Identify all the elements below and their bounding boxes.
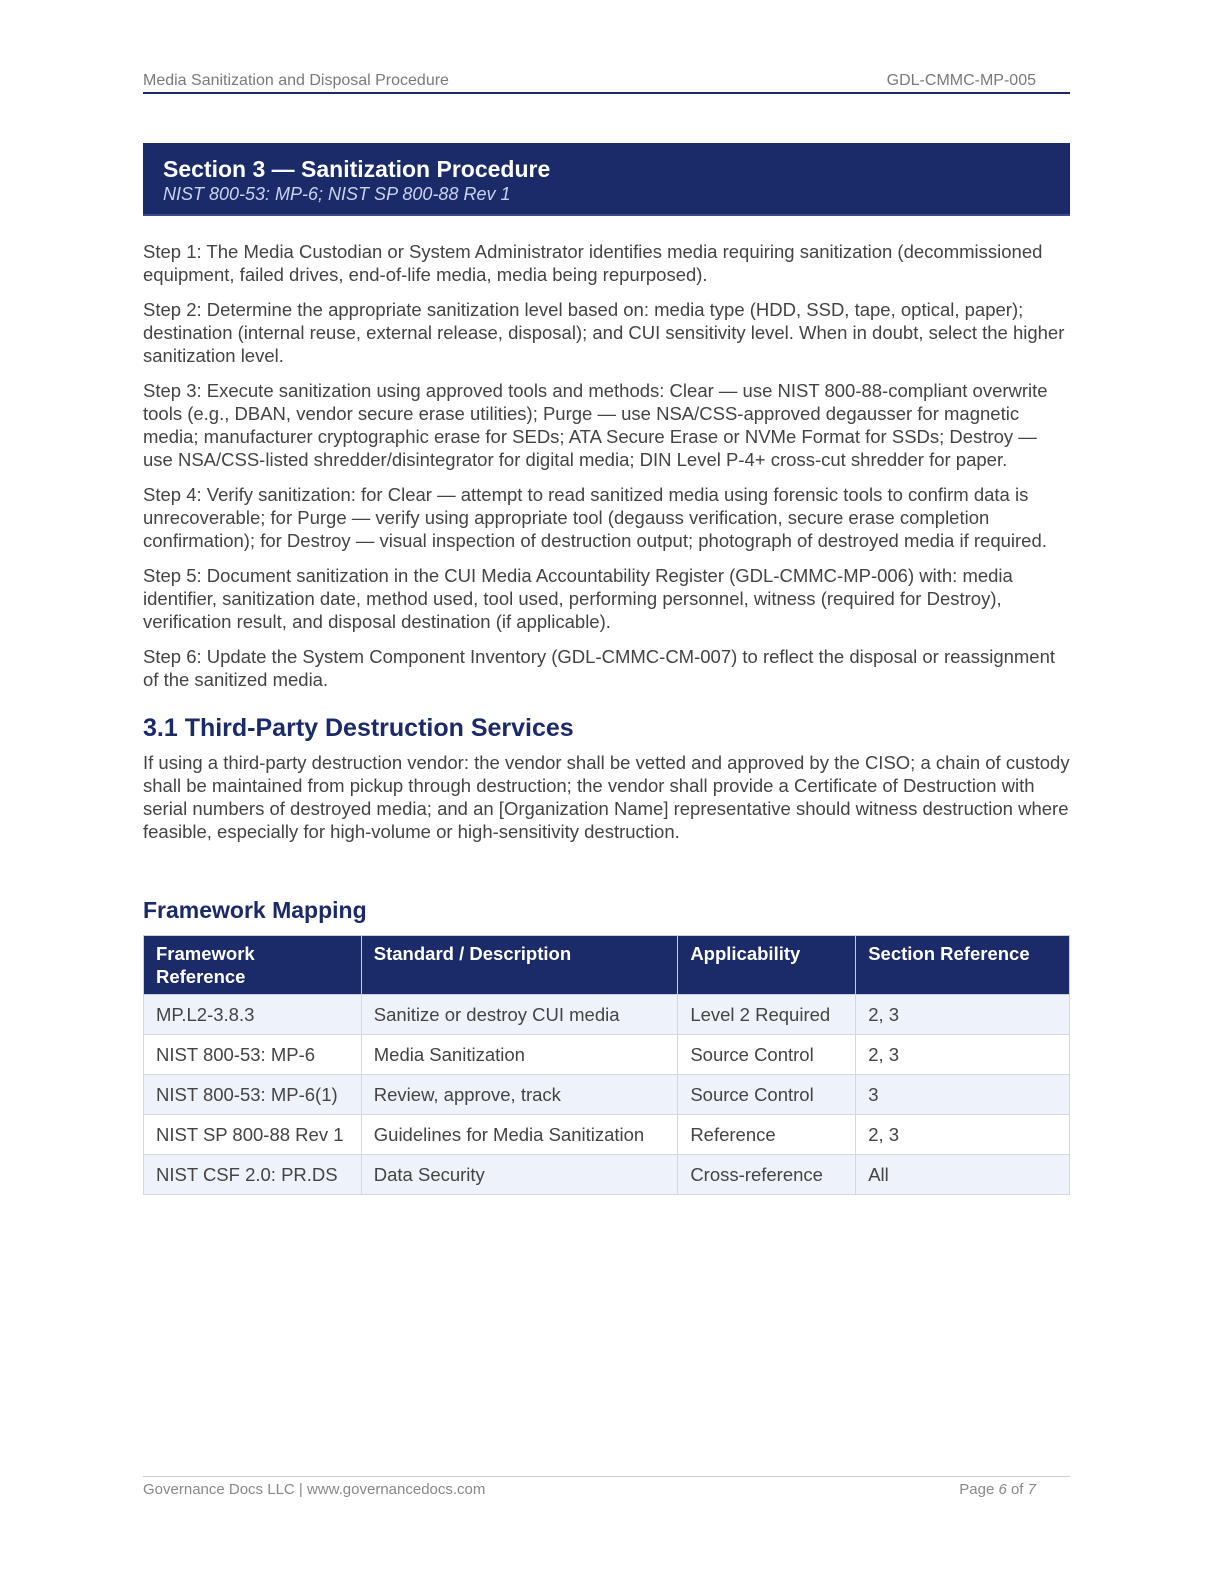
footer-company: Governance Docs LLC | www.governancedocs.com	[143, 1481, 486, 1498]
document-id: GDL-CMMC-MP-005	[886, 72, 1036, 89]
cell-framework-reference: NIST 800-53: MP-6	[144, 1035, 362, 1075]
table-row	[144, 1035, 1070, 1075]
column-header-framework-reference: Framework Reference	[144, 936, 362, 995]
cell-framework-reference: NIST 800-53: MP-6(1)	[144, 1075, 362, 1115]
cell-section-reference: 2, 3	[856, 995, 1070, 1035]
column-header-applicability: Applicability	[678, 936, 856, 995]
section-title: Section 3 — Sanitization Procedure	[163, 156, 551, 182]
document-body	[143, 240, 1070, 1195]
table-header-row	[144, 936, 1070, 995]
procedure-step: Step 6: Update the System Component Inventory (GDL-CMMC-CM-007) to reflect the disposal or reassignment of the sanitized media.	[143, 646, 1056, 690]
page-separator: of	[1006, 1481, 1028, 1498]
cell-framework-reference: NIST SP 800-88 Rev 1	[144, 1115, 362, 1155]
table-row	[144, 1155, 1070, 1195]
column-header-section-reference: Section Reference	[856, 936, 1070, 995]
cell-section-reference: All	[856, 1155, 1070, 1195]
cell-standard-description: Guidelines for Media Sanitization	[361, 1115, 678, 1155]
table-row	[144, 1075, 1070, 1115]
page-number	[959, 1481, 1036, 1498]
cell-standard-description: Review, approve, track	[361, 1075, 678, 1115]
cell-applicability: Source Control	[678, 1075, 856, 1115]
cell-applicability: Cross-reference	[678, 1155, 856, 1195]
procedure-step: Step 2: Determine the appropriate sanitization level based on: media type (HDD, SSD, tape, optical, paper); destination (internal reuse, external release, disposal); and CUI sensitivity level. When in doubt, select the higher sanitization level.	[143, 299, 1065, 366]
framework-mapping-table	[143, 935, 1070, 1195]
document-title: Media Sanitization and Disposal Procedure	[143, 72, 449, 89]
table-row	[144, 1115, 1070, 1155]
cell-framework-reference: MP.L2-3.8.3	[144, 995, 362, 1035]
page-current: 6	[998, 1481, 1007, 1498]
page-total: 7	[1027, 1481, 1036, 1498]
page-label: Page	[959, 1481, 999, 1498]
cell-standard-description: Sanitize or destroy CUI media	[361, 995, 678, 1035]
page-footer	[143, 1476, 1070, 1498]
procedure-step: Step 4: Verify sanitization: for Clear — attempt to read sanitized media using forensic tools to confirm data is unrecoverable; for Purge — verify using appropriate tool (degauss verification, secure erase completion confirmation); for Destroy — visual inspection of destruction output; photograph of destroyed media if required.	[143, 484, 1047, 551]
page-header	[143, 70, 1070, 94]
procedure-step: Step 3: Execute sanitization using approved tools and methods: Clear — use NIST 800-88-compliant overwrite tools (e.g., DBAN, vendor secure erase utilities); Purge — use NSA/CSS-approved degausser for magnetic media; manufacturer cryptographic erase for SEDs; ATA Secure Erase or NVMe Format for SSDs; Destroy — use NSA/CSS-listed shredder/disintegrator for digital media; DIN Level P-4+ cross-cut shredder for paper.	[143, 380, 1048, 470]
framework-mapping-heading: Framework Mapping	[143, 897, 367, 923]
table-row	[144, 995, 1070, 1035]
subsection-paragraph: If using a third-party destruction vendor: the vendor shall be vetted and approved by the CISO; a chain of custody shall be maintained from pickup through destruction; the vendor shall provide a Certificate of Destruction with serial numbers of destroyed media; and an [Organization Name] representative should witness destruction where feasible, especially for high-volume or high-sensitivity destruction.	[143, 752, 1070, 842]
cell-section-reference: 2, 3	[856, 1115, 1070, 1155]
cell-framework-reference: NIST CSF 2.0: PR.DS	[144, 1155, 362, 1195]
cell-applicability: Reference	[678, 1115, 856, 1155]
subsection-heading: 3.1 Third-Party Destruction Services	[143, 714, 574, 742]
column-header-standard-description: Standard / Description	[361, 936, 678, 995]
cell-section-reference: 3	[856, 1075, 1070, 1115]
cell-applicability: Level 2 Required	[678, 995, 856, 1035]
cell-standard-description: Data Security	[361, 1155, 678, 1195]
procedure-step: Step 1: The Media Custodian or System Administrator identifies media requiring sanitization (decommissioned equipment, failed drives, end-of-life media, media being repurposed).	[143, 241, 1043, 285]
cell-section-reference: 2, 3	[856, 1035, 1070, 1075]
cell-applicability: Source Control	[678, 1035, 856, 1075]
cell-standard-description: Media Sanitization	[361, 1035, 678, 1075]
procedure-step: Step 5: Document sanitization in the CUI Media Accountability Register (GDL-CMMC-MP-006) with: media identifier, sanitization date, method used, tool used, performing personnel, witness (required for Destroy), verification result, and disposal destination (if applicable).	[143, 565, 1013, 632]
section-subtitle: NIST 800-53: MP-6; NIST SP 800-88 Rev 1	[163, 184, 511, 204]
section-header-band	[143, 143, 1070, 216]
